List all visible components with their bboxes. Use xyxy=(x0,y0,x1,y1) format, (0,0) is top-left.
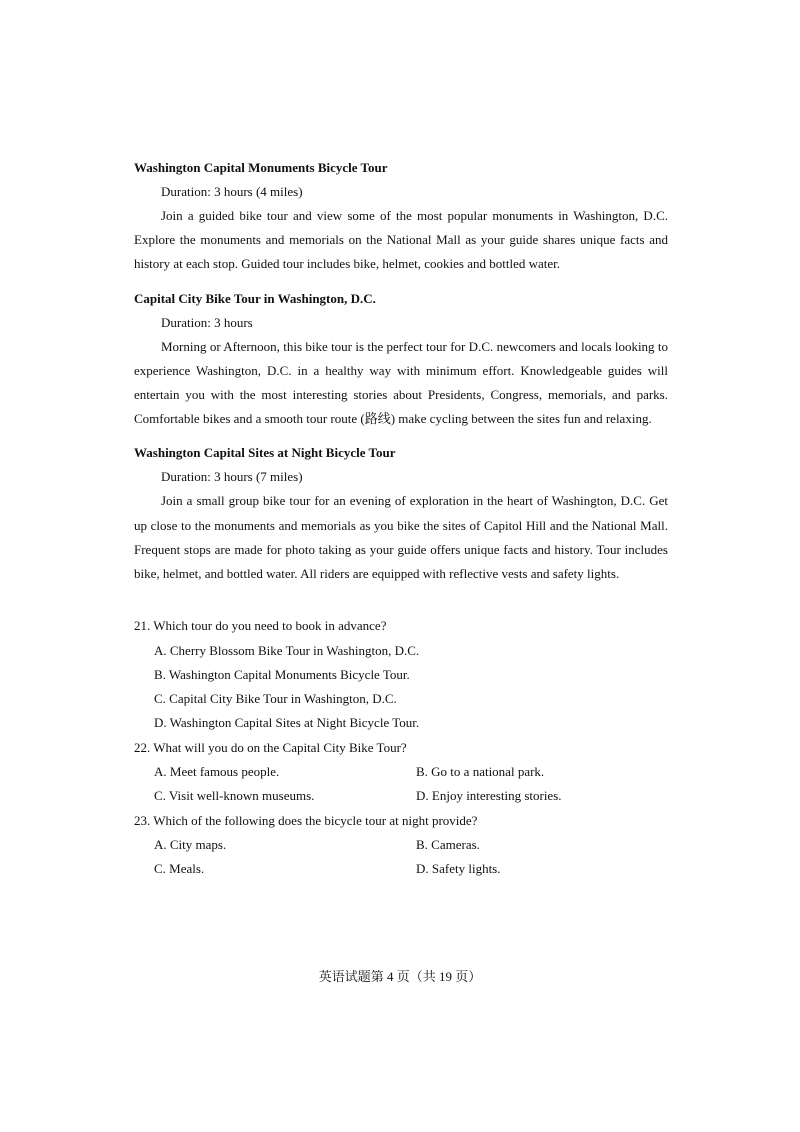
tour-description: Join a small group bike tour for an evening of exploration in the heart of Washington, D.C. Get up close to the monuments and memorials as you bike the sites of Capitol Hill and the National Mall. Frequent stops are made for photo taking as your guide offers unique facts and history. Tour includes bike, helmet, and bottled water. All riders are equipped with reflective vests and safety lights. xyxy=(134,493,668,582)
option-row xyxy=(134,833,668,857)
option-b: B. Washington Capital Monuments Bicycle Tour. xyxy=(154,666,410,682)
option-c: C. Visit well-known museums. xyxy=(154,788,315,804)
option-c: C. Meals. xyxy=(154,861,205,877)
tour-section-1 xyxy=(134,156,668,277)
tour-title: Washington Capital Monuments Bicycle Tour xyxy=(134,160,388,175)
option-a: A. City maps. xyxy=(154,836,227,852)
page-footer: 英语试题第 4 页（共 19 页） xyxy=(318,969,482,984)
option-d: D. Safety lights. xyxy=(416,861,501,877)
tour-duration: Duration: 3 hours (7 miles) xyxy=(161,469,303,485)
option-a: A. Cherry Blossom Bike Tour in Washington, D.C. xyxy=(154,642,420,658)
option-row xyxy=(134,760,668,784)
question-stem: 22. What will you do on the Capital City Bike Tour? xyxy=(134,739,407,755)
tour-duration: Duration: 3 hours xyxy=(161,314,253,330)
tour-description: Join a guided bike tour and view some of the most popular monuments in Washington, D.C. Explore the monuments and memorials on the National Mall as your guide shares unique facts and history at each stop. Guided tour includes bike, helmet, cookies and bottled water. xyxy=(134,208,668,272)
question-22 xyxy=(134,736,668,809)
tour-title: Washington Capital Sites at Night Bicycle Tour xyxy=(134,445,396,461)
question-21 xyxy=(134,614,668,735)
option-b: B. Cameras. xyxy=(416,836,480,852)
option-row xyxy=(134,784,668,808)
question-list xyxy=(134,614,668,881)
tour-section-3 xyxy=(134,441,668,586)
tour-duration: Duration: 3 hours (4 miles) xyxy=(161,184,303,199)
option-b: B. Go to a national park. xyxy=(416,764,545,780)
option-c: C. Capital City Bike Tour in Washington, D.C. xyxy=(154,691,397,707)
question-stem: 23. Which of the following does the bicycle tour at night provide? xyxy=(134,812,478,828)
tour-section-2 xyxy=(134,287,668,432)
option-d: D. Enjoy interesting stories. xyxy=(416,788,562,804)
option-d: D. Washington Capital Sites at Night Bicycle Tour. xyxy=(154,715,420,731)
option-row xyxy=(134,857,668,881)
option-a: A. Meet famous people. xyxy=(154,764,280,780)
page-content xyxy=(134,156,668,882)
tour-description: Morning or Afternoon, this bike tour is the perfect tour for D.C. newcomers and locals looking to experience Washington, D.C. in a healthy way with minimum effort. Knowledgeable guides will entertain you with the most interesting stories about Presidents, Congress, memorials, and parks. Comfortable bikes and a smooth tour route (路线) make cycling between the sites fun and relaxing. xyxy=(134,338,668,427)
tour-title: Capital City Bike Tour in Washington, D.C. xyxy=(134,290,376,306)
question-stem: 21. Which tour do you need to book in advance? xyxy=(134,618,387,634)
question-23 xyxy=(134,809,668,882)
